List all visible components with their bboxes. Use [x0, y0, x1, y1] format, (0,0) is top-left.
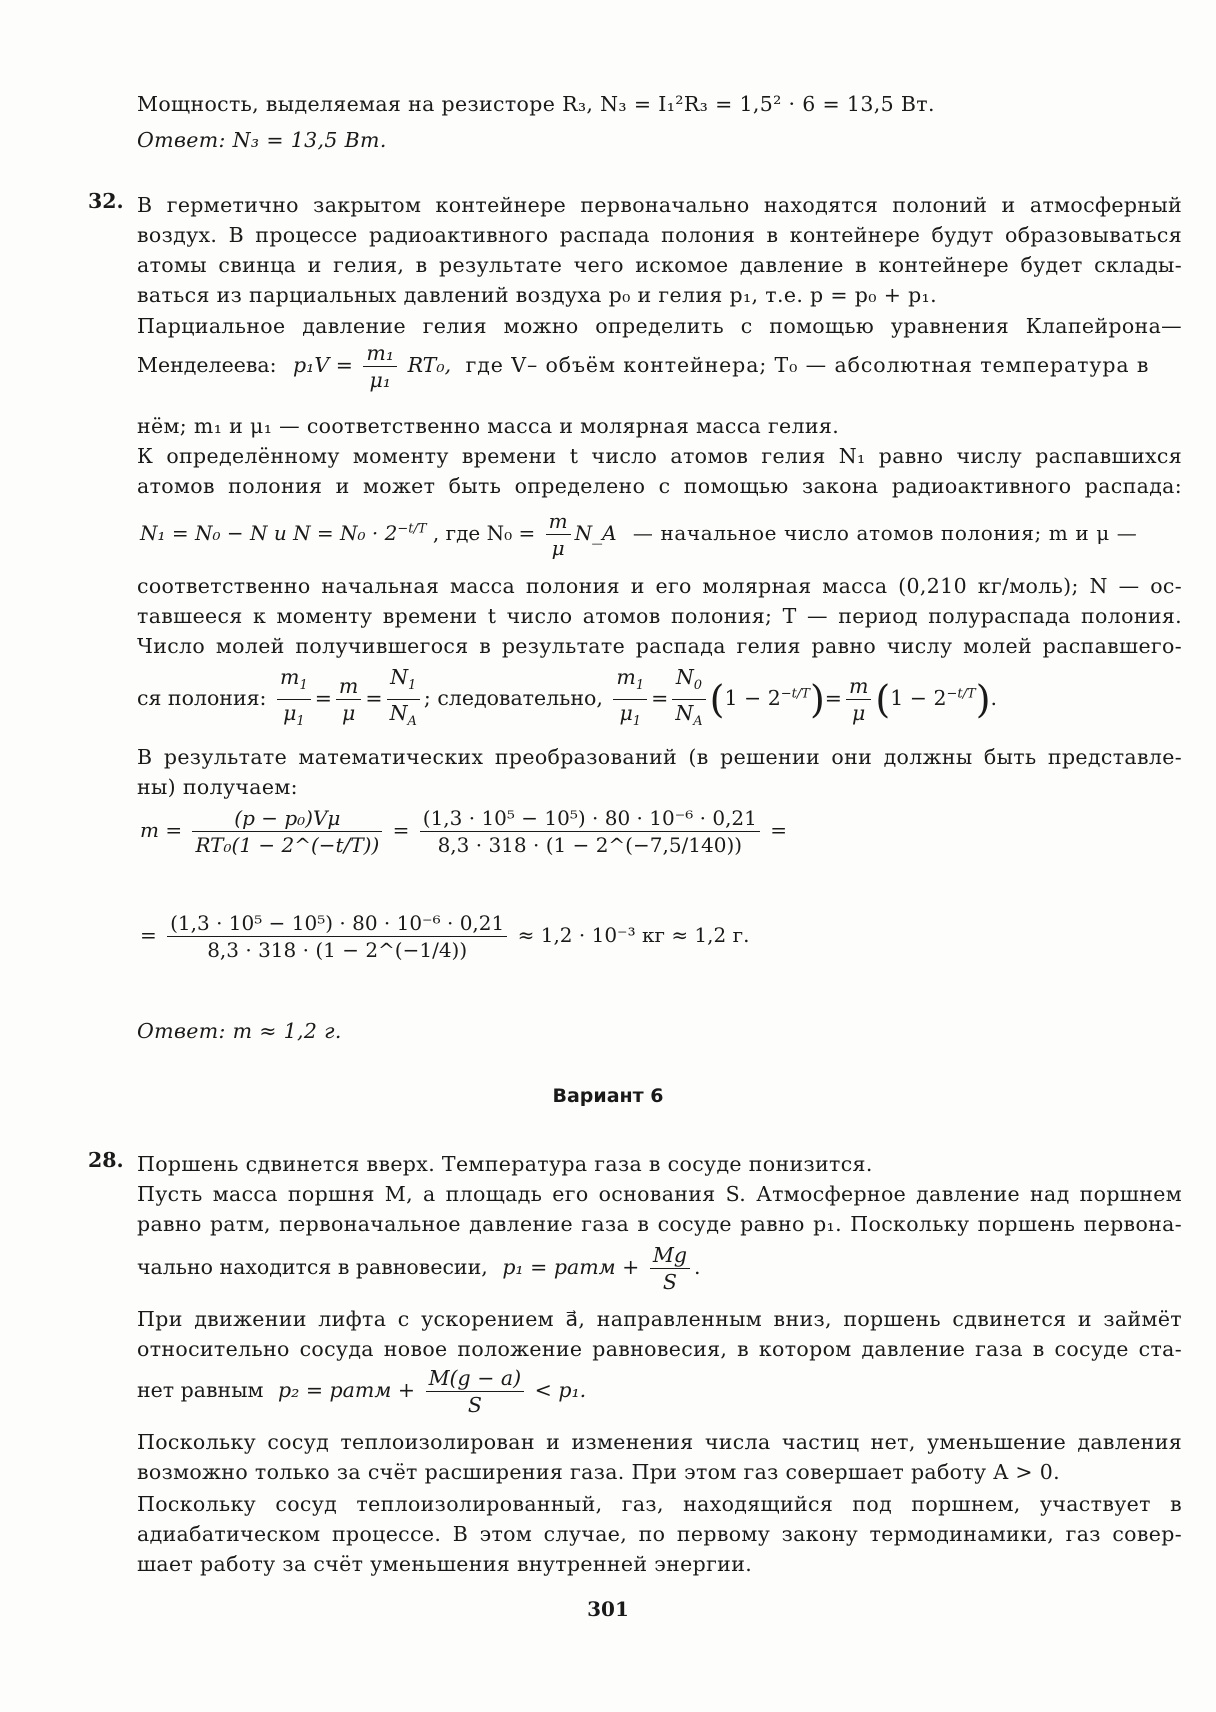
p28-line-12: шает работу за счёт уменьшения внутренней энергии. — [137, 1552, 753, 1576]
p32-line-1: В герметично закрытом контейнере первоначально находятся полоний и атмосферный — [137, 193, 1182, 217]
p28-l4-formula: p₁ = pатм + — [502, 1255, 640, 1279]
calc3-num: (1,3 · 10⁵ − 10⁵) · 80 · 10⁻⁶ · 0,21 — [167, 910, 507, 937]
p28-line-10: Поскольку сосуд теплоизолированный, газ, находящийся под поршнем, участвует в — [137, 1492, 1182, 1516]
p32-s-line-1: соответственно начальная масса полония и его молярная масса (0,210 кг/моль); N — ос- — [137, 574, 1182, 598]
p28-l7-prefix: нет равным — [137, 1378, 264, 1402]
mendeleev-prefix: Менделеева: — [137, 353, 277, 377]
p28-line-3: равно pатм, первоначальное давление газа в сосуде равно p₁. Поскольку поршень первона- — [137, 1212, 1182, 1236]
decay-suffix: — начальное число атомов полония; m и μ — — [632, 521, 1138, 545]
decay-den: μ — [551, 536, 565, 560]
p28-line-9: возможно только за счёт расширения газа. При этом газ совершает работу A > 0. — [137, 1460, 1061, 1484]
answer-top: Ответ: N₃ = 13,5 Вт. — [137, 128, 387, 152]
p32-k-line-1: К определённому моменту времени t число атомов гелия N₁ равно числу распавшихся — [137, 444, 1182, 468]
moles-line: ся полония: $\frac{m_1}{\mu_1}$ = $\frac{m}{\mu}$ = $\frac{N_1}{N_A}$ ; следовательно, $\frac{m_1}{\mu_1}$ = $\frac{N_0}{N_A}$ $(1 - 2^{-t/T})=$ $\frac{m}{\mu}$ $(1 - 2^{-t/T})$. — [137, 665, 998, 730]
calc-line-2: = $\frac{\text{(1,3 · 10⁵ − 10⁵) · 80 · 10⁻⁶ · 0,21}}{8,3 \cdot 318 \cdot (1 - 2\^{}(-1/4))}$ ≈ 1,2 · 10⁻³ кг ≈ 1,2 г. — [140, 911, 750, 962]
p28-line-5: При движении лифта с ускорением a⃗, направленным вниз, поршень сдвинется и займёт — [137, 1307, 1182, 1331]
calc-line-1: m = $\frac{\text{(p − p₀)Vμ}}{\text{RT₀(1 − 2\textasciicircum{}(−t/T))}}$ = $\frac{\text{(1,3 · 10⁵ − 10⁵) · 80 · 10⁻⁶ · 0,21}}{8,3 \cdot 318 \cdot (1 - 2\^{}(-7,5/140))}$ = — [140, 806, 788, 857]
moles-prefix: ся полония: — [137, 686, 267, 711]
p28-l7-den: S — [467, 1393, 482, 1417]
p28-l4-prefix: чально находится в равновесии, — [137, 1255, 488, 1279]
mendeleev-den: μ₁ — [369, 368, 392, 392]
p28-line-6: относительно сосуда новое положение равновесия, в котором давление газа в сосуде ста- — [137, 1337, 1182, 1361]
mendeleev-formula-right: RT₀, — [407, 353, 452, 377]
power-line: Мощность, выделяемая на резисторе R₃, N₃ = I₁²R₃ = 1,5² · 6 = 13,5 Вт. — [137, 92, 935, 116]
calc3-result: ≈ 1,2 · 10⁻³ кг ≈ 1,2 г. — [517, 923, 750, 947]
p28-l7-formula: p₂ = pатм + — [278, 1378, 416, 1402]
moles-mid: ; следовательно, — [423, 686, 603, 711]
decay-exponent: −t/T — [397, 521, 427, 537]
p28-line-8: Поскольку сосуд теплоизолирован и изменения числа частиц нет, уменьшение давления — [137, 1430, 1182, 1454]
mendeleev-formula-left: p₁V = — [293, 353, 353, 377]
decay-mid: , где N₀ = — [432, 521, 536, 545]
p28-line-7 — [137, 1365, 586, 1418]
p28-l4-num: Mg — [650, 1242, 690, 1269]
p32-line-4: ваться из парциальных давлений воздуха p₀ и гелия p₁, т.е. p = p₀ + p₁. — [137, 283, 937, 307]
problem-32-number: 32. — [88, 189, 124, 213]
calc2-num: (1,3 · 10⁵ − 10⁵) · 80 · 10⁻⁶ · 0,21 — [420, 805, 760, 832]
p32-s-line-2: тавшееся к моменту времени t число атомов полония; T — период полураспада полония. — [137, 604, 1182, 628]
decay-num: m — [546, 508, 571, 535]
mendeleev-num: m₁ — [363, 340, 397, 367]
p32-line-3: атомы свинца и гелия, в результате чего искомое давление в контейнере будет склады- — [137, 253, 1182, 277]
p28-l4-den: S — [662, 1270, 677, 1294]
p32-k-line-2: атомов полония и может быть определено с помощью закона радиоактивного распада: — [137, 474, 1182, 498]
p28-line-11: адиабатическом процессе. В этом случае, по первому закону термодинамики, газ совер- — [137, 1522, 1182, 1546]
mendeleev-line — [137, 340, 1149, 393]
p32-line-5: Парциальное давление гелия можно определить с помощью уравнения Клапейрона— — [137, 314, 1182, 338]
p32-r-line-1: В результате математических преобразований (в решении они должны быть представле- — [137, 745, 1182, 769]
p32-line-2: воздух. В процессе радиоактивного распада полония в контейнере будут образовываться — [137, 223, 1182, 247]
calc3-den: 8,3 · 318 · (1 − 2^(−1/4)) — [207, 938, 468, 962]
decay-formula-line — [140, 508, 1137, 561]
p28-line-1: Поршень сдвинется вверх. Температура газа в сосуде понизится. — [137, 1152, 873, 1176]
p28-line-4: чально находится в равновесии, p₁ = pатм + $\frac{Mg}{S}$ . — [137, 1243, 701, 1294]
variant-heading: Вариант 6 — [552, 1085, 664, 1107]
decay-na: N_A — [574, 521, 617, 545]
decay-formula: N₁ = N₀ − N и N = N₀ · 2 — [140, 521, 398, 545]
problem-28-number: 28. — [88, 1148, 124, 1172]
calc1-num: (p − p₀)Vμ — [192, 805, 382, 832]
page-number: 301 — [587, 1597, 629, 1621]
p32-r-line-2: ны) получаем: — [137, 775, 298, 799]
calc2-den: 8,3 · 318 · (1 − 2^(−7,5/140)) — [437, 833, 743, 857]
p32-s-line-3: Число молей получившегося в результате распада гелия равно числу молей распавшего- — [137, 634, 1182, 658]
p28-l7-suffix: < p₁. — [534, 1378, 587, 1402]
answer-32: Ответ: m ≈ 1,2 г. — [137, 1019, 342, 1043]
p32-mass-line: нём; m₁ и μ₁ — соответственно масса и молярная масса гелия. — [137, 414, 840, 438]
p28-l7-num: M(g − a) — [426, 1365, 525, 1392]
mendeleev-suffix: где V– объём контейнера; T₀ — абсолютная температура в — [465, 353, 1150, 377]
calc1-den: RT₀(1 − 2^(−t/T)) — [195, 833, 380, 857]
p28-line-2: Пусть масса поршня M, а площадь его основания S. Атмосферное давление над поршнем — [137, 1182, 1182, 1206]
